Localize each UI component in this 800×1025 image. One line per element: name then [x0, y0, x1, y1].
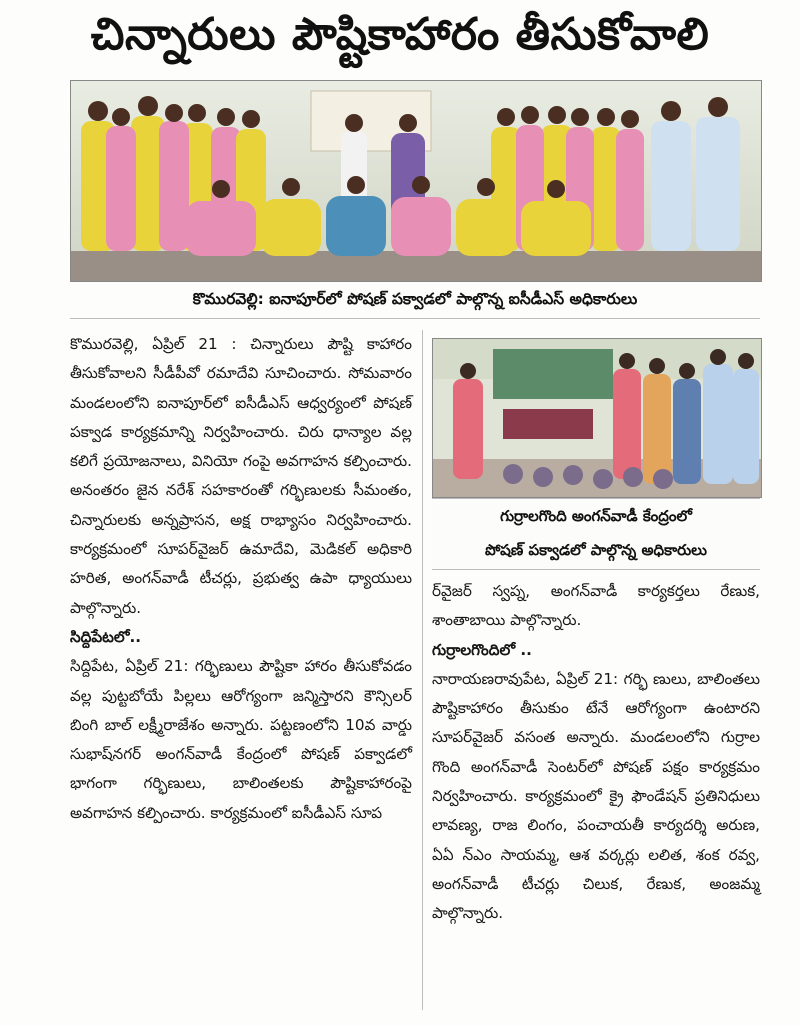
group-photo-image: [71, 81, 761, 281]
headline: చిన్నారులు పౌష్టికాహారం తీసుకోవాలి: [90, 9, 710, 60]
right-caption-line-2: పోషణ్ పక్వాడలో పాల్గొన్న అధికారులు: [485, 541, 707, 559]
sub-heading-siddipet: సిద్దిపేటలో..: [70, 627, 142, 646]
left-para-2: సిద్దిపేట, ఏప్రిల్ 21: గర్భిణులు పౌష్టికా హారం తీసుకోవడం వల్ల పుట్టబోయే పిల్లలు ఆరోగ్యంగా జన్మిస్తారని కౌన్సిలర్ బింగి బాల్ లక్ష్మీరాజేశం అన్నారు. పట్టణంలోని 10వ వార్డు సుభాష్‌నగర్ అంగన్‌వాడీ కేంద్రంలో పోషణ్ పక్వాడలో భాగంగా గర్భిణులు, బాలింతలకు పౌష్టికాహారంపై అవగాహన కల్పించారు. కార్యక్రమంలో ఐసీడీఎస్ సూప: [70, 657, 412, 822]
anganwadi-photo-image: [433, 339, 761, 497]
right-para-1: ర్‌వైజర్ స్వప్న, అంగన్‌వాడీ కార్యకర్తలు రేణుక, శాంతాబాయి పాల్గొన్నారు.: [432, 582, 760, 630]
sub-heading-gurralagondi: గుర్రాలగొందిలో ..: [432, 640, 532, 659]
right-photo-caption: [432, 498, 760, 570]
column-divider: [422, 330, 423, 1010]
main-photo-caption: కొమురవెల్లి: ఐనాపూర్‌లో పోషణ్ పక్వాడలో పాల్గొన్న ఐసీడీఎస్ అధికారులు: [70, 284, 760, 319]
left-column: [70, 330, 412, 828]
anganwadi-photo: [432, 338, 762, 498]
right-para-2: నారాయణరావుపేట, ఏప్రిల్ 21: గర్భి ణులు, బాలింతలు పౌష్టికాహారం తీసుకుం టేనే ఆరోగ్యంగా ఉంటారని సూపర్‌వైజర్ వసంత అన్నారు. మండలంలోని గుర్రాల గొంది అంగన్‌వాడీ సెంటర్‌లో పోషణ్ పక్షం కార్యక్రమం నిర్వహించారు. కార్యక్రమంలో క్రై ఫౌండేషన్ ప్రతినిధులు లావణ్య, రాజ లింగం, పంచాయతీ కార్యదర్శి అరుణ, ఏఏ న్ఎం సాయమ్మ, ఆశ వర్కర్లు లలిత, శంక రవ్వ, అంగన్‌వాడీ టీచర్లు చిలుక, రేణుక, అంజమ్మ పాల్గొన్నారు.: [432, 669, 760, 923]
main-group-photo: [70, 80, 762, 282]
left-para-1: కొమురవెల్లి, ఏప్రిల్ 21 : చిన్నారులు పౌష్టి కాహారం తీసుకోవాలని సీడీపీవో రమాదేవి సూచించారు. సోమవారం మండలంలోని ఐనాపూర్‌లో ఐసీడీఎస్ ఆధ్వర్యంలో పోషణ్ పక్వాడ కార్యక్రమాన్ని నిర్వహించారు. చిరు ధాన్యాల వల్ల కలిగే ప్రయోజనాలు, వినియో గంపై అవగాహన కల్పించారు. అనంతరం జైన నరేశ్ సహకారంతో గర్భిణులకు సీమంతం, చిన్నారులకు అన్నప్రాసన, అక్ష రాభ్యాసం నిర్వహించారు. కార్యక్రమంలో సూపర్‌వైజర్ ఉమాదేవి, మెడికల్ అధికారి హరిత, అంగన్‌వాడీ టీచర్లు, ప్రభుత్వ ఉపా ధ్యాయులు పాల్గొన్నారు.: [70, 335, 412, 617]
right-caption-line-1: గుర్రాలగొంది అంగన్‌వాడీ కేంద్రంలో: [500, 507, 692, 525]
right-column: [432, 577, 760, 929]
